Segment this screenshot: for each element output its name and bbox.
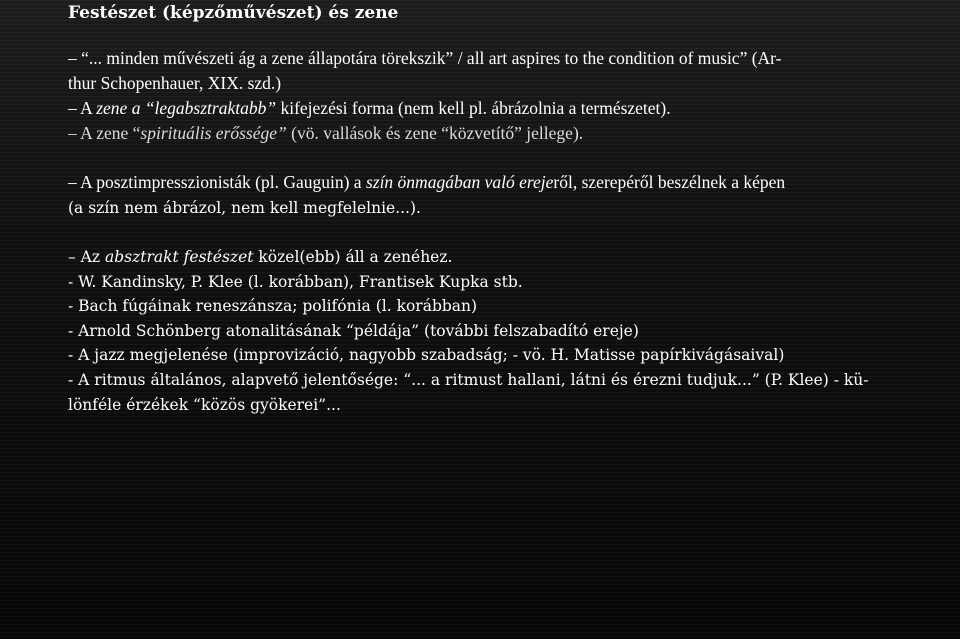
text-segment: – A posztimpresszionisták (pl. Gauguin) a: [68, 172, 366, 192]
text-line-bach: - Bach fúgáinak reneszánsza; polifónia (l. korábban): [68, 297, 478, 315]
text-segment: – A: [68, 98, 97, 118]
text-line-rhythm-1: - A ritmus általános, alapvető jelentősége: “... a ritmust hallani, látni és érezni tudjuk...” (P. Klee) - kü-: [68, 371, 869, 389]
text-line-schopenhauer-2: thur Schopenhauer, XIX. szd.): [68, 73, 282, 93]
text-line-schopenhauer-1: – “... minden művészeti ág a zene állapotára törekszik” / all art aspires to the condition of music” (Ar-: [68, 48, 782, 68]
text-segment: – A zene “: [68, 123, 141, 143]
text-line-jazz: - A jazz megjelenése (improvizáció, nagyobb szabadság; - vö. H. Matisse papírkivágásaival): [68, 346, 785, 364]
text-segment: – Az: [68, 248, 105, 266]
text-line-rhythm-2: lönféle érzékek “közös gyökerei”...: [68, 396, 341, 414]
text-segment: (vö. vallások és zene “közvetítő” jellege).: [286, 123, 584, 143]
text-line-schoenberg: - Arnold Schönberg atonalitásának “példája” (további felszabadító ereje): [68, 322, 639, 340]
text-line-postimpressionists-1: [68, 170, 785, 194]
text-line-painters: - W. Kandinsky, P. Klee (l. korábban), Frantisek Kupka stb.: [68, 273, 523, 291]
text-segment-italic: zene a “legabsztraktabb”: [96, 98, 277, 118]
text-segment: ről, szerepéről beszélnek a képen: [553, 172, 786, 192]
text-segment-italic: szín önmagában való ereje: [365, 172, 554, 192]
text-segment-italic: absztrakt festészet: [104, 248, 254, 266]
text-line-abstract-form: [68, 96, 671, 120]
text-segment: közel(ebb) áll a zenéhez.: [253, 248, 453, 266]
slide: [68, 0, 908, 639]
text-line-postimpressionists-2: (a szín nem ábrázol, nem kell megfelelnie...).: [68, 199, 421, 217]
slide-title: Festészet (képzőművészet) és zene: [68, 3, 399, 23]
text-line-abstract-painting: [68, 245, 452, 269]
text-line-spiritual: [68, 121, 583, 145]
text-segment: kifejezési forma (nem kell pl. ábrázolnia a természetet).: [276, 98, 671, 118]
text-segment-italic: spirituális erőssége”: [140, 123, 287, 143]
